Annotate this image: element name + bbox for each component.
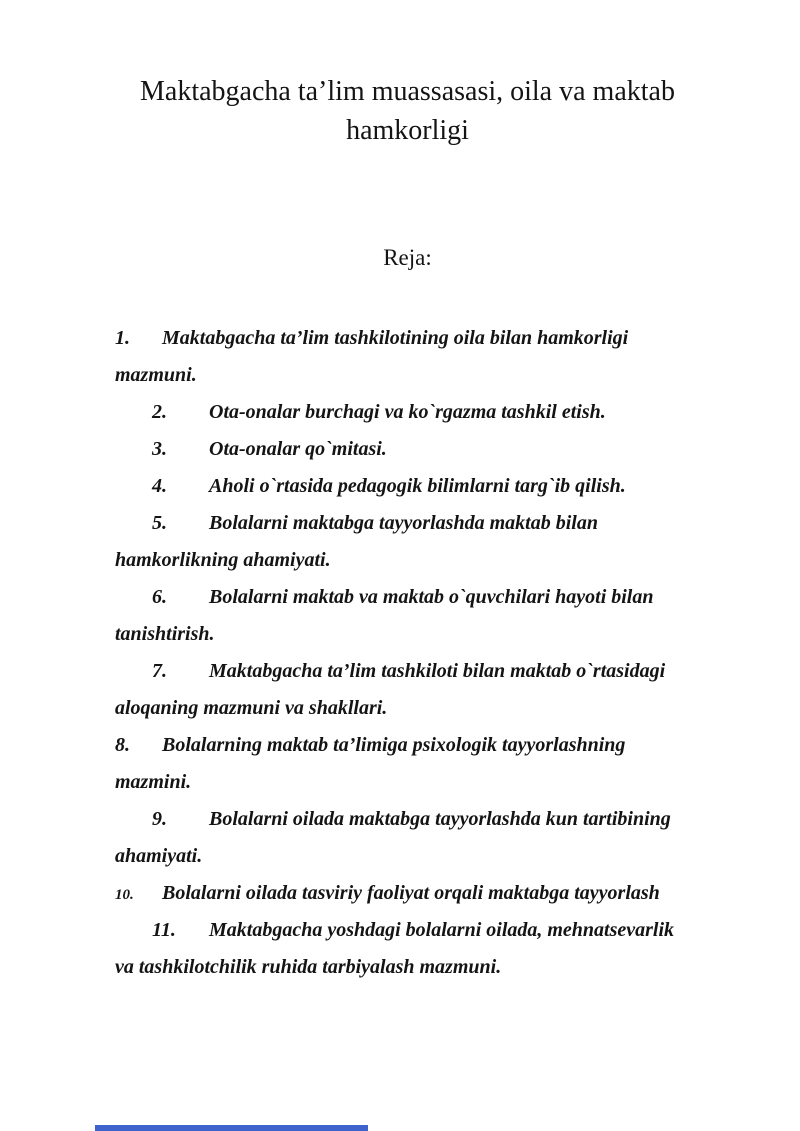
plan-line-number: 10. — [115, 887, 134, 903]
next-page-partial-bar — [95, 1125, 368, 1131]
plan-line — [115, 616, 700, 653]
plan-line-number: 2. — [152, 401, 167, 423]
plan-line-number: 6. — [152, 586, 167, 608]
plan-line — [115, 727, 700, 764]
plan-line-number: 1. — [115, 327, 130, 349]
plan-line-text: Bolalarni maktabga tayyorlashda maktab bilan — [209, 512, 598, 534]
plan-line — [115, 505, 700, 542]
plan-line — [115, 468, 700, 505]
plan-list — [115, 320, 700, 986]
plan-line-text: Maktabgacha yoshdagi bolalarni oilada, mehnatsevarlik — [209, 919, 675, 941]
plan-line — [115, 949, 700, 986]
plan-line — [115, 320, 700, 357]
plan-line — [115, 690, 700, 727]
plan-line-text: Ota-onalar qo`mitasi. — [209, 438, 387, 460]
plan-line — [115, 838, 700, 875]
plan-line-text: Bolalarni maktab va maktab o`quvchilari hayoti bilan — [209, 586, 654, 608]
plan-line-text: aloqaning mazmuni va shakllari. — [115, 697, 388, 719]
plan-line-number: 4. — [152, 475, 167, 497]
plan-line — [115, 875, 700, 912]
plan-line-text: Aholi o`rtasida pedagogik bilimlarni targ`ib qilish. — [209, 475, 626, 497]
plan-line-number: 11. — [152, 919, 176, 941]
document-title: Maktabgacha ta’lim muassasasi, oila va maktab hamkorligi — [140, 76, 675, 146]
plan-line — [115, 653, 700, 690]
plan-line-text: mazmini. — [115, 771, 192, 793]
plan-heading: Reja: — [383, 245, 432, 270]
plan-line — [115, 431, 700, 468]
plan-line-text: Bolalarni oilada maktabga tayyorlashda kun tartibining — [209, 808, 671, 830]
plan-line-text: mazmuni. — [115, 364, 197, 386]
plan-line-text: ahamiyati. — [115, 845, 203, 867]
plan-line — [115, 357, 700, 394]
plan-line-text: tanishtirish. — [115, 623, 215, 645]
plan-line-number: 3. — [152, 438, 167, 460]
plan-line — [115, 912, 700, 949]
plan-line — [115, 542, 700, 579]
plan-line — [115, 579, 700, 616]
plan-line-text: Ota-onalar burchagi va ko`rgazma tashkil etish. — [209, 401, 606, 423]
plan-line — [115, 394, 700, 431]
plan-line-number: 5. — [152, 512, 167, 534]
plan-line-text: Bolalarning maktab ta’limiga psixologik tayyorlashning — [162, 734, 626, 756]
plan-line-text: Maktabgacha ta’lim tashkilotining oila bilan hamkorligi — [162, 327, 629, 349]
plan-line-number: 7. — [152, 660, 167, 682]
plan-line-text: va tashkilotchilik ruhida tarbiyalash mazmuni. — [115, 956, 502, 978]
plan-line — [115, 801, 700, 838]
plan-line-text: hamkorlikning ahamiyati. — [115, 549, 331, 571]
plan-line-number: 8. — [115, 734, 130, 756]
plan-line-number: 9. — [152, 808, 167, 830]
plan-line-text: Bolalarni oilada tasviriy faoliyat orqali maktabga tayyorlash — [162, 882, 660, 904]
plan-line-text: Maktabgacha ta’lim tashkiloti bilan maktab o`rtasidagi — [209, 660, 666, 682]
plan-line — [115, 764, 700, 801]
